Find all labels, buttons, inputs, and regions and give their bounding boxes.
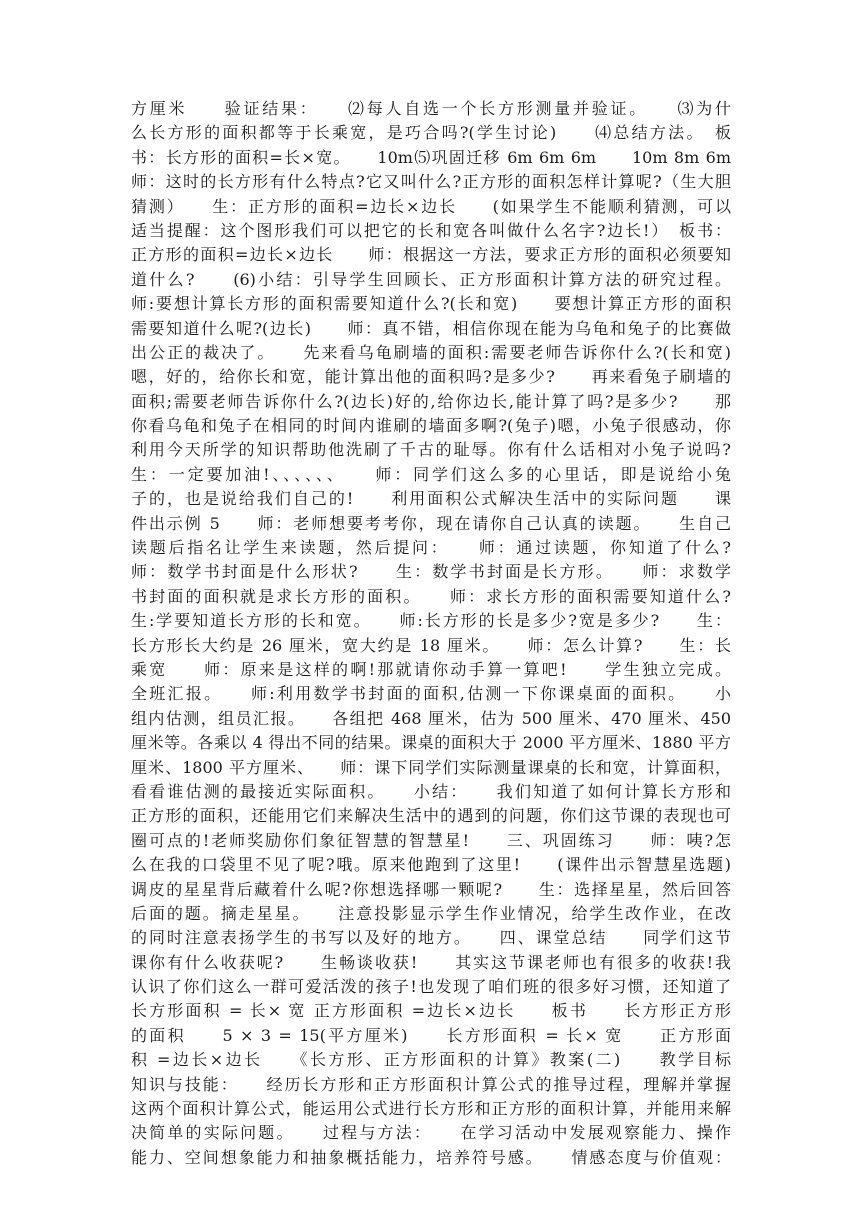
text-line: 师：这时的长方形有什么特点?它又叫什么?正方形的面积怎样计算呢?（生大胆 bbox=[131, 172, 731, 192]
text-line: 道什么? (6)小结：引导学生回顾长、正方形面积计算方法的研究过程。 bbox=[131, 269, 731, 289]
text-line: 出公正的裁决了。 先来看乌龟刷墙的面积:需要老师告诉你什么?(长和宽) bbox=[131, 342, 731, 362]
text-line: 利用今天所学的知识帮助他洗刷了千古的耻辱。你有什么话相对小兔子说吗? bbox=[131, 440, 731, 460]
text-line: 子的，也是说给我们自己的! 利用面积公式解决生活中的实际问题 课 bbox=[131, 489, 731, 509]
text-line: 读题后指名让学生来读题，然后提问： 师：通过读题，你知道了什么? bbox=[131, 538, 731, 558]
text-line: 决简单的实际问题。 过程与方法： 在学习活动中发展观察能力、操作 bbox=[131, 1123, 731, 1143]
text-line: 正方形的面积，还能用它们来解决生活中的遇到的问题，你们这节课的表现也可 bbox=[131, 806, 731, 826]
text-line: 调皮的星星背后藏着什么呢?你想选择哪一颗呢? 生：选择星星，然后回答 bbox=[131, 879, 731, 899]
lesson-plan-text bbox=[131, 97, 731, 1170]
text-line: 认识了你们这么一群可爱活泼的孩子!也发现了咱们班的很多好习惯，还知道了 bbox=[131, 977, 731, 997]
text-line: 乘宽 师：原来是这样的啊!那就请你动手算一算吧! 学生独立完成。 bbox=[131, 659, 731, 679]
text-line: 圈可点的!老师奖励你们象征智慧的智慧星! 三、巩固练习 师：咦?怎 bbox=[131, 830, 731, 850]
text-line: 书封面的面积就是求长方形的面积。 师：求长方形的面积需要知道什么? bbox=[131, 586, 731, 606]
text-line: 么在我的口袋里不见了呢?哦。原来他跑到了这里! (课件出示智慧星选题) bbox=[131, 855, 731, 875]
text-line: 厘米、1800 平方厘米、 师：课下同学们实际测量课桌的长和宽，计算面积， bbox=[131, 757, 731, 777]
text-line: 的面积 5 × 3 = 15(平方厘米) 长方形面积 = 长× 宽 正方形面 bbox=[131, 1025, 731, 1045]
text-line: 组内估测，组员汇报。 各组把 468 厘米，估为 500 厘米、470 厘米、450 bbox=[131, 708, 731, 728]
text-line: 需要知道什么呢?(边长) 师：真不错，相信你现在能为乌龟和兔子的比赛做 bbox=[131, 318, 731, 338]
text-line: 厘米等。各乘以 4 得出不同的结果。课桌的面积大于 2000 平方厘米、1880 平方 bbox=[131, 733, 731, 753]
text-line: 猜测） 生：正方形的面积=边长×边长 (如果学生不能顺利猜测，可以 bbox=[131, 196, 731, 216]
text-line: 生:学要知道长方形的长和宽。 师:长方形的长是多少?宽是多少? 生： bbox=[131, 611, 731, 631]
text-line: 嗯，好的，给你长和宽，能计算出他的面积吗?是多少? 再来看兔子刷墙的 bbox=[131, 367, 731, 387]
text-line: 全班汇报。 师:利用数学书封面的面积,估测一下你课桌面的面积。 小 bbox=[131, 684, 731, 704]
text-line: 书：长方形的面积=长×宽。 10m⑸巩固迁移 6m 6m 6m 10m 8m 6m bbox=[131, 147, 731, 167]
text-line: 适当提醒：这个图形我们可以把它的长和宽各叫做什么名字?边长!） 板书： bbox=[131, 220, 731, 240]
text-line: 正方形的面积=边长×边长 师：根据这一方法，要求正方形的面积必须要知 bbox=[131, 245, 731, 265]
text-line: 么长方形的面积都等于长乘宽，是巧合吗?(学生讨论) ⑷总结方法。 板 bbox=[131, 123, 731, 143]
text-line: 能力、空间想象能力和抽象概括能力，培养符号感。 情感态度与价值观： bbox=[131, 1147, 731, 1167]
text-line: 积 =边长×边长 《长方形、正方形面积的计算》教案(二) 教学目标 bbox=[131, 1050, 731, 1070]
text-line: 师:要想计算长方形的面积需要知道什么?(长和宽) 要想计算正方形的面积 bbox=[131, 294, 731, 314]
text-line: 长方形长大约是 26 厘米，宽大约是 18 厘米。 师：怎么计算? 生：长 bbox=[131, 635, 731, 655]
text-line: 看看谁估测的最接近实际面积。 小结： 我们知道了如何计算长方形和 bbox=[131, 781, 731, 801]
text-line: 师：数学书封面是什么形状? 生：数学书封面是长方形。 师：求数学 bbox=[131, 562, 731, 582]
text-line: 这两个面积计算公式，能运用公式进行长方形和正方形的面积计算，并能用来解 bbox=[131, 1099, 731, 1119]
text-line: 件出示例 5 师：老师想要考考你，现在请你自己认真的读题。 生自己 bbox=[131, 513, 731, 533]
text-line: 长方形面积 = 长× 宽 正方形面积 =边长×边长 板书 长方形正方形 bbox=[131, 1001, 731, 1021]
text-line: 方厘米 验证结果： ⑵每人自选一个长方形测量并验证。 ⑶为什 bbox=[131, 99, 731, 118]
text-line: 后面的题。摘走星星。 注意投影显示学生作业情况，给学生改作业，在改 bbox=[131, 903, 731, 923]
text-line: 的同时注意表扬学生的书写以及好的地方。 四、课堂总结 同学们这节 bbox=[131, 928, 731, 948]
text-line: 知识与技能： 经历长方形和正方形面积计算公式的推导过程，理解并掌握 bbox=[131, 1074, 731, 1094]
text-line: 你看乌龟和兔子在相同的时间内谁刷的墙面多啊?(兔子)嗯，小兔子很感动，你 bbox=[131, 416, 731, 436]
text-line: 面积;需要老师告诉你什么?(边长)好的,给你边长,能计算了吗?是多少? 那 bbox=[131, 391, 731, 411]
text-line: 课你有什么收获呢? 生畅谈收获! 其实这节课老师也有很多的收获!我 bbox=[131, 952, 731, 972]
text-line: 生：一定要加油!、、、、、、 师：同学们这么多的心里话，即是说给小兔 bbox=[131, 464, 731, 484]
